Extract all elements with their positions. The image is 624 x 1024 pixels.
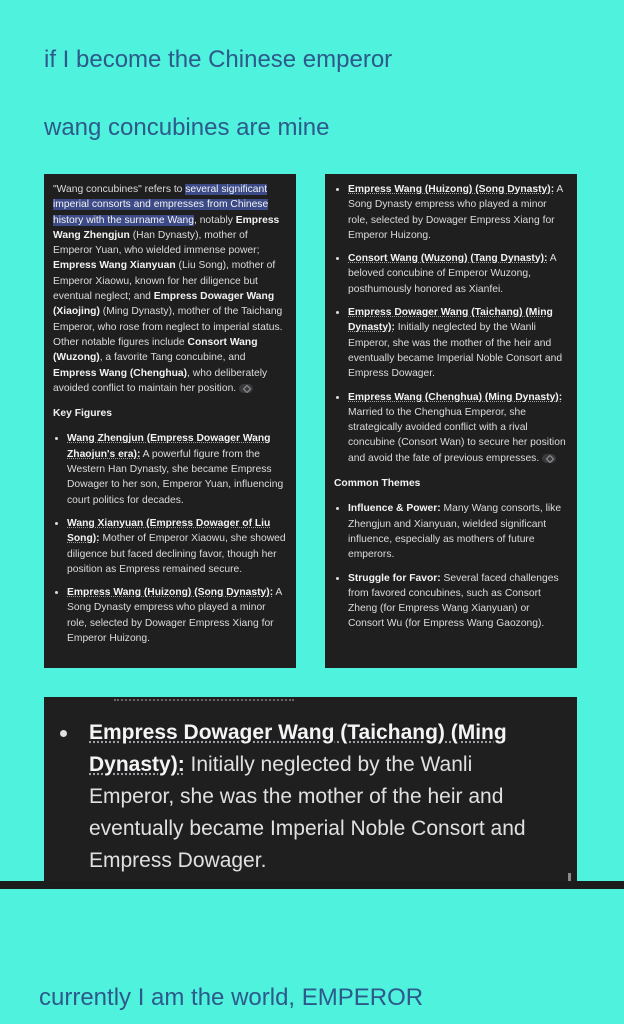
screenshot-panel-left xyxy=(44,174,296,668)
item-text: A Song Dynasty empress who played a minor role, selected by Dowager Empress Xiang for Emperor Huizong. xyxy=(67,587,282,645)
list-item xyxy=(67,516,287,577)
item-text: Married to the Chenghua Emperor, she strategically avoided conflict with a rival concubine (Consort Wan) to secure her position and avoid the fate of previous empresses. xyxy=(348,406,566,464)
caption-top-line-1: if I become the Chinese emperor xyxy=(44,46,393,73)
item-title[interactable]: Consort Wang (Wuzong) (Tang Dynasty): xyxy=(348,253,548,265)
item-title[interactable]: Wang Zhengjun (Empress Dowager Wang Zhaojun's era): xyxy=(67,433,271,460)
section-title-key-figures: Key Figures xyxy=(53,408,112,420)
item-title[interactable]: Empress Wang (Huizong) (Song Dynasty): xyxy=(348,184,555,195)
theme-title: Influence & Power: xyxy=(348,503,441,515)
item-text: Initially neglected by the Wanli Emperor, she was the mother of the heir and eventually became Imperial Noble Consort and Empress Dowager. xyxy=(348,322,563,380)
bullet-icon xyxy=(60,730,67,737)
figures-list-continued xyxy=(334,182,568,466)
list-item xyxy=(348,571,568,632)
list-item xyxy=(348,182,568,243)
list-item xyxy=(348,501,568,562)
list-item xyxy=(67,585,287,646)
intro-bold: Empress Wang Xianyuan xyxy=(53,260,176,272)
zoomed-screenshot xyxy=(44,697,577,881)
intro-bold: Empress Dowager Wang (Xiaojing) xyxy=(53,291,275,318)
intro-bold: Empress Wang (Chenghua) xyxy=(53,367,188,379)
intro-bold: Consort Wang (Wuzong) xyxy=(53,336,258,364)
divider-bar xyxy=(0,881,624,889)
item-text: A Song Dynasty empress who played a minor role, selected by Dowager Empress Xiang for Emperor Huizong. xyxy=(348,184,563,241)
list-item xyxy=(348,305,568,381)
list-item xyxy=(348,390,568,466)
scrollbar[interactable] xyxy=(568,873,571,881)
intro-lead: "Wang concubines" refers to xyxy=(53,184,186,195)
highlighted-text: several significant imperial consorts and empresses from Chinese history with the surname Wang xyxy=(53,184,269,226)
intro-bold: Empress Wang Zhengjun xyxy=(53,214,280,241)
intro-text: , who deliberately avoided conflict to maintain her position. xyxy=(53,367,268,394)
intro-text: , notably xyxy=(193,214,236,226)
key-figures-list xyxy=(53,431,287,646)
zoomed-list-item xyxy=(89,717,557,877)
theme-text: Many Wang consorts, like Zhengjun and Xianyuan, wielded significant influence, especially as mothers of future emperors. xyxy=(348,503,562,561)
section-title-common-themes: Common Themes xyxy=(334,478,421,490)
item-title[interactable]: Wang Xianyuan (Empress Dowager of Liu Song): xyxy=(67,517,271,545)
theme-title: Struggle for Favor: xyxy=(348,572,441,584)
list-item xyxy=(67,431,287,507)
link-chip-icon[interactable] xyxy=(239,384,253,393)
zoomed-item-text: Initially neglected by the Wanli Emperor, she was the mother of the heir and eventually became Imperial Noble Consort and Empress Dowager. xyxy=(89,753,526,872)
themes-list xyxy=(334,501,568,631)
intro-text: (Liu Song), mother of Emperor Xiaowu, known for her diligence but eventual neglect; and xyxy=(53,260,276,303)
list-item xyxy=(348,251,568,297)
item-title[interactable]: Empress Wang (Huizong) (Song Dynasty): xyxy=(67,587,274,599)
item-title[interactable]: Empress Dowager Wang (Taichang) (Ming Dynasty): xyxy=(348,307,553,334)
screenshot-panel-right xyxy=(325,174,577,668)
intro-text: (Han Dynasty), mother of Emperor Yuan, who wielded immense power; xyxy=(53,229,260,257)
link-chip-icon[interactable] xyxy=(542,454,556,463)
item-text: A powerful figure from the Western Han Dynasty, she became Empress Dowager to her son, Emperor Yuan, influencing court politics for decades. xyxy=(67,448,284,506)
item-text: A beloved concubine of Emperor Wuzong, posthumously honored as Xianfei. xyxy=(348,253,557,295)
zoomed-item-title[interactable]: Empress Dowager Wang (Taichang) (Ming Dynasty): xyxy=(89,721,507,776)
intro-text: (Ming Dynasty), mother of the Taichang Emperor, who rose from neglect to imperial status. Other notable figures include xyxy=(53,306,283,348)
cropped-text-edge xyxy=(114,697,294,701)
theme-text: Several faced challenges from favored concubines, such as Consort Zheng (for Empress Wang Xianyuan) or Consort Wu (for Empress Wang Gaozong). xyxy=(348,572,559,630)
caption-top-line-2: wang concubines are mine xyxy=(44,114,330,141)
item-text: Mother of Emperor Xiaowu, she showed diligence but faced declining favor, though her position as Empress remained secure. xyxy=(67,533,286,575)
intro-paragraph xyxy=(53,182,287,396)
item-title[interactable]: Empress Wang (Chenghua) (Ming Dynasty): xyxy=(348,391,563,403)
caption-bottom: currently I am the world, EMPEROR xyxy=(39,984,424,1011)
intro-text: , a favorite Tang concubine, and xyxy=(99,352,246,364)
